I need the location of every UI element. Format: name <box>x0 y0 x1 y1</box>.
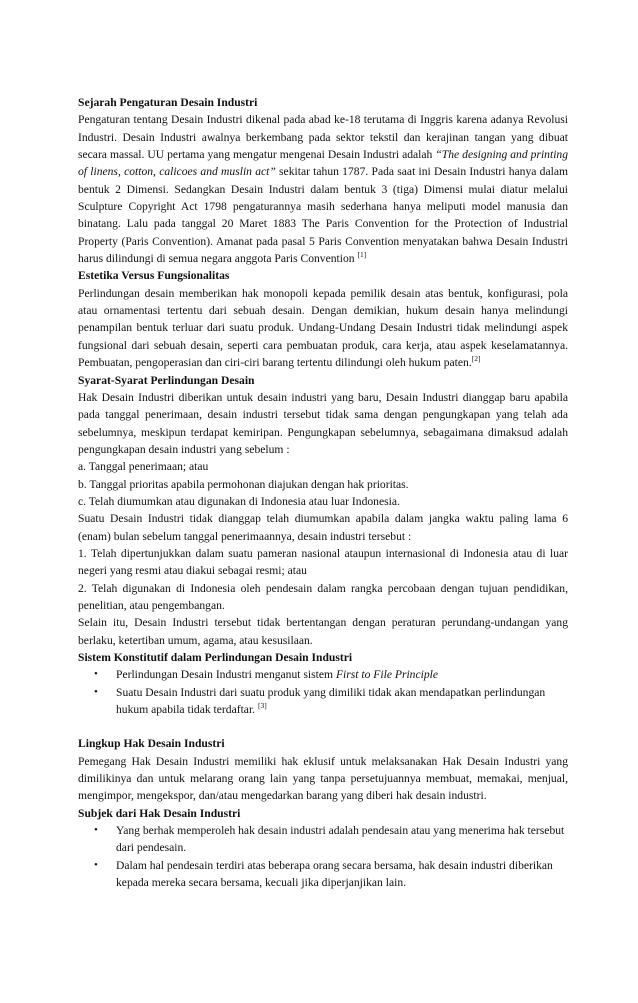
bullet-item-subjek-2: • Dalam hal pendesain terdiri atas beberapa orang secara bersama, hak desain industri diberikan kepada mereka secara bersama, kecuali jika diperjanjikan lain. <box>116 857 568 892</box>
paragraph-estetika-text: Perlindungan desain memberikan hak monopoli kepada pemilik desain atas bentuk, konfigurasi, pola atau ornamentasi tertentu dari sebuah desain. Dengan demikian, hukum desain hanya melindungi penampilan bentuk terluar dari suatu produk. Undang-Undang Desain Industri tidak melindungi aspek fungsional dari sebuah desain, seperti cara pembuatan produk, cara kerja, atau aspek keselamatannya. Pembuatan, pengoperasian dan ciri-ciri barang tertentu dilindungi oleh hukum paten. <box>78 286 568 370</box>
list-item-c: c. Telah diumumkan atau digunakan di Indonesia atau luar Indonesia. <box>78 494 400 508</box>
bullet-text: Perlindungan Desain Industri menganut sistem <box>116 668 336 682</box>
list-item-b: b. Tanggal prioritas apabila permohonan diajukan dengan hak prioritas. <box>78 477 409 491</box>
heading-syarat: Syarat-Syarat Perlindungan Desain <box>78 373 255 387</box>
heading-lingkup: Lingkup Hak Desain Industri <box>78 737 225 751</box>
paragraph-sejarah <box>78 111 568 267</box>
paragraph-sejarah-text-a: Pengaturan tentang Desain Industri dikenal pada abad ke-18 terutama di Inggris karena adanya Revolusi Industri. Desain Industri awalnya berkembang pada sektor tekstil dan kerajinan tangan yang dibuat secara massal. UU pertama yang mengatur mengenai Desain Industri adalah <box>78 113 568 162</box>
bullet-item-subjek-1: • Yang berhak memperoleh hak desain industri adalah pendesain atau yang menerima hak tersebut dari pendesain. <box>116 822 568 857</box>
document-page <box>78 94 568 891</box>
bullet-item-sistem-2 <box>116 684 568 719</box>
footnote-ref-3[interactable]: [3] <box>257 701 267 711</box>
bullet-item-sistem-1 <box>116 666 568 683</box>
paragraph-estetika <box>78 285 568 372</box>
bullet-text: Suatu Desain Industri dari suatu produk yang dimiliki tidak akan mendapatkan perlindungan hukum apabila tidak terdaftar. <box>116 685 546 717</box>
paragraph-syarat-1: Hak Desain Industri diberikan untuk desain industri yang baru, Desain Industri dianggap baru apabila pada tanggal penerimaan, desain industri tersebut tidak sama dengan pengungkapan yang telah ada sebelumnya, meskipun terdapat kemiripan. Pengungkapan sebelumnya, sebagaimana dimaksud adalah pengungkapan desain industri yang sebelum : <box>78 390 568 456</box>
heading-subjek: Subjek dari Hak Desain Industri <box>78 806 241 820</box>
footnote-ref-2[interactable]: [2] <box>471 354 481 364</box>
bullet-list-sistem <box>78 666 568 718</box>
paragraph-sejarah-text-b: sekitar tahun 1787. Pada saat ini Desain Industri hanya dalam bentuk 2 Dimensi. Sedangkan Desain Industri dalam bentuk 3 (tiga) Dimensi mulai diatur melalui Sculpture Copyright Act 1798 pengaturannya masih sederhana hanya meliputi model manusia dan binatang. Lalu pada tanggal 20 Maret 1883 The Paris Convention for the Protection of Industrial Property (Paris Convention). Amanat pada pasal 5 Paris Convention menyatakan bahwa Desain Industri harus dilindungi di semua negara anggota Paris Convention <box>78 165 568 266</box>
paragraph-syarat-3: Selain itu, Desain Industri tersebut tidak bertentangan dengan peraturan perundang-undangan yang berlaku, ketertiban umum, agama, atau kesusilaan. <box>78 616 568 647</box>
paragraph-syarat-2: Suatu Desain Industri tidak dianggap telah diumumkan apabila dalam jangka waktu paling lama 6 (enam) bulan sebelum tanggal penerimaannya, desain industri tersebut : <box>78 512 568 543</box>
list-item-1: 1. Telah dipertunjukkan dalam suatu pameran nasional ataupun internasional di Indonesia atau di luar negeri yang resmi atau diakui sebagai resmi; atau <box>78 546 568 578</box>
blank-line <box>78 718 568 735</box>
bullet-list-subjek <box>78 822 568 891</box>
heading-estetika: Estetika Versus Fungsionalitas <box>78 269 230 283</box>
heading-sistem: Sistem Konstitutif dalam Perlindungan Desain Industri <box>78 651 353 664</box>
list-item-a: a. Tanggal penerimaan; atau <box>78 460 209 474</box>
act-title-quote: “The designing and printing of linens, cotton, calicoes and muslin act” <box>78 148 569 179</box>
list-item-2: 2. Telah digunakan di Indonesia oleh pendesain dalam rangka percobaan dengan tujuan pendidikan, penelitian, atau pengembangan. <box>78 581 568 612</box>
heading-sejarah: Sejarah Pengaturan Desain Industri <box>78 96 258 109</box>
paragraph-lingkup: Pemegang Hak Desain Industri memiliki hak eklusif untuk melaksanakan Hak Desain Industri yang dimilikinya dan untuk melarang orang lain yang tanpa persetujuannya membuat, memakai, menjual, mengimpor, mengekspor, dan/atau mengedarkan barang yang diberi hak desain industri. <box>78 754 568 803</box>
principle-name: First to File Principle <box>335 668 439 682</box>
footnote-ref-1[interactable]: [1] <box>357 250 367 260</box>
